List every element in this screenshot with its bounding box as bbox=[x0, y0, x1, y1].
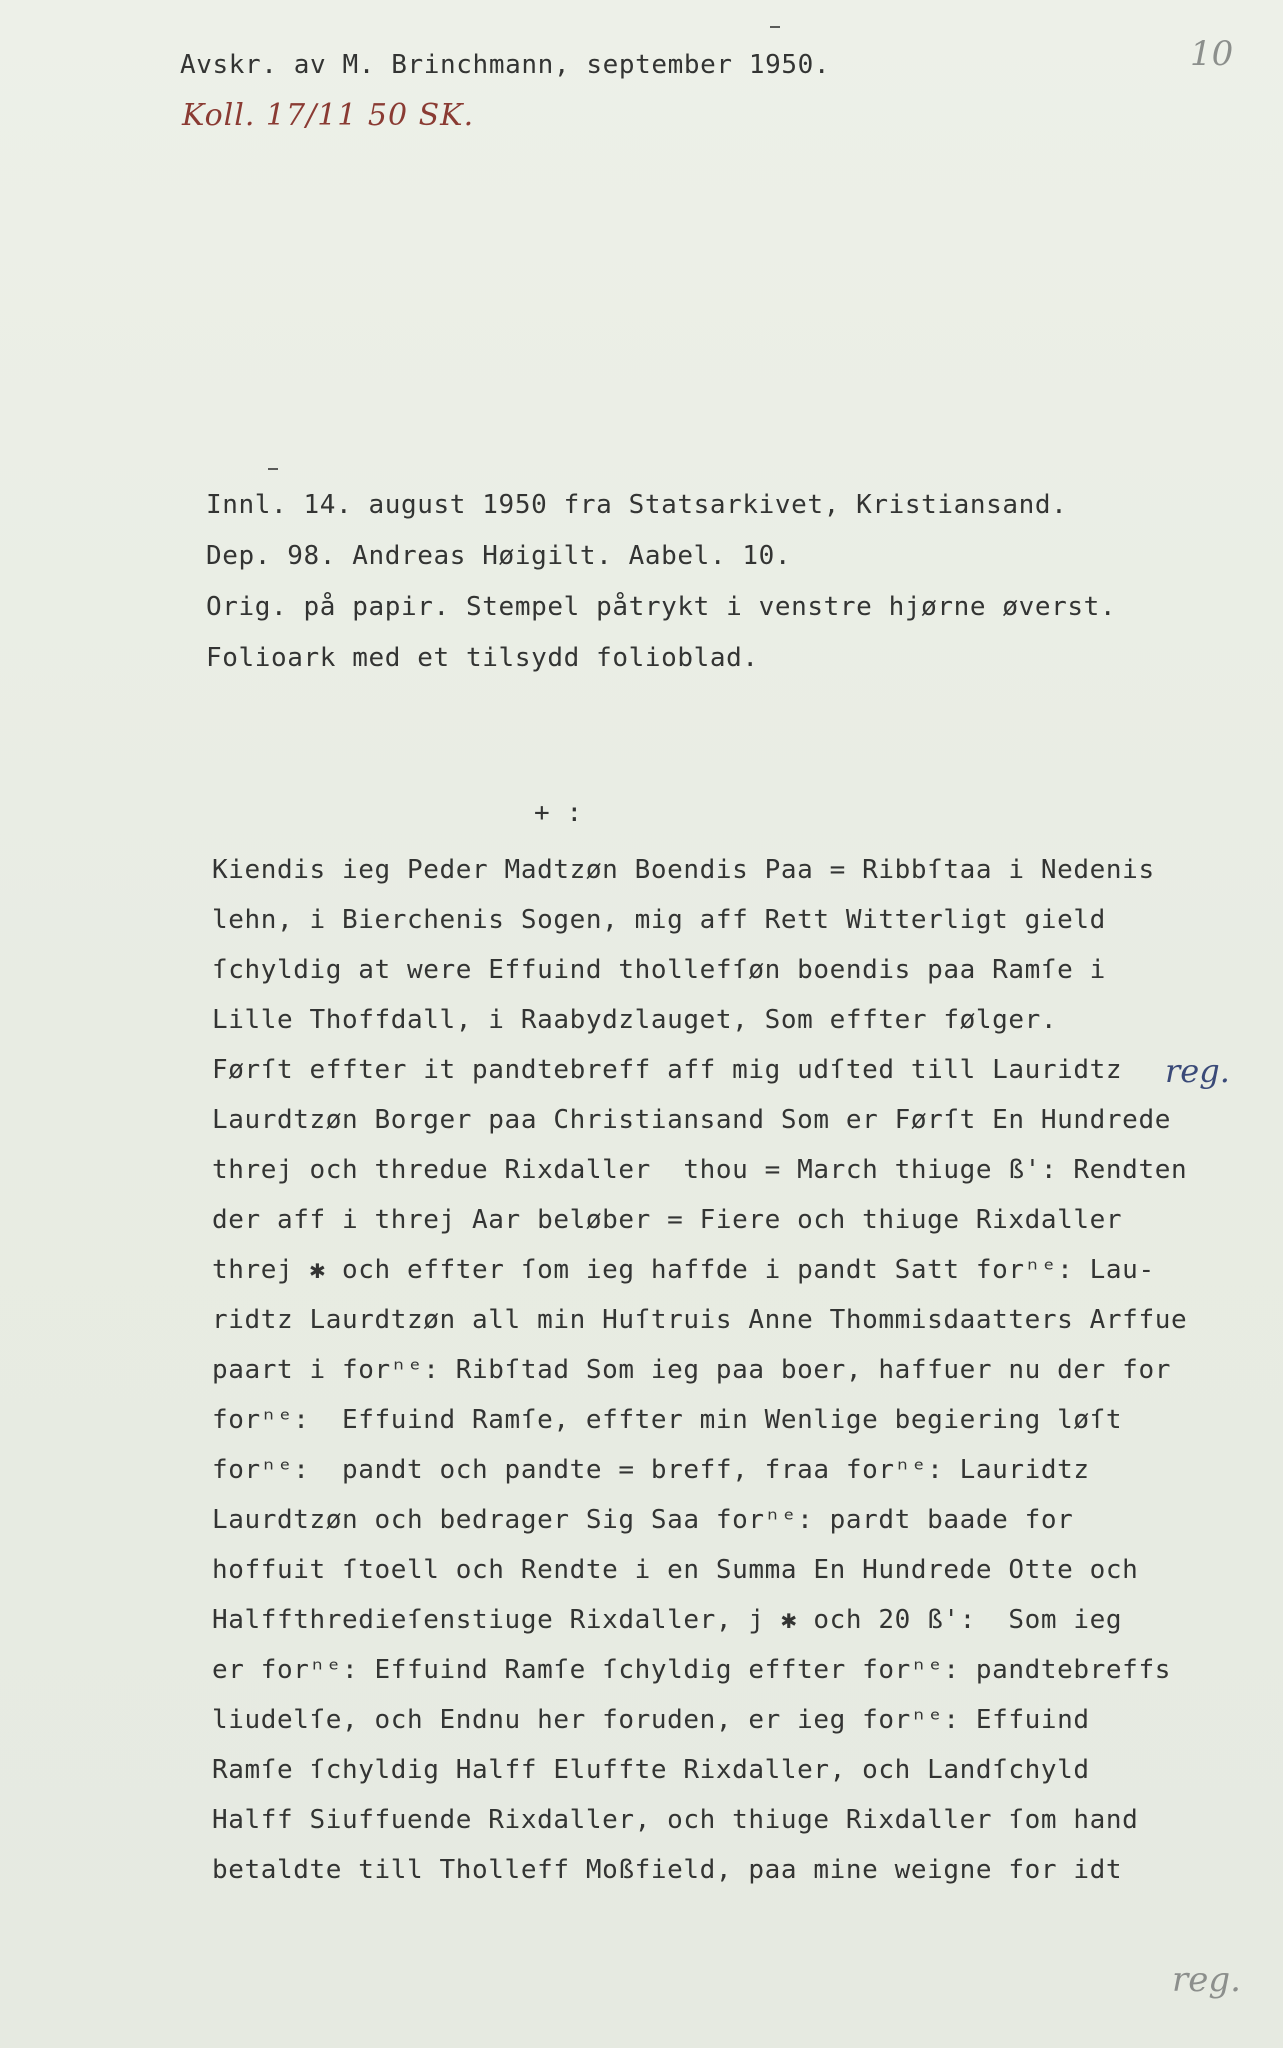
transcription-note: Avskr. av M. Brinchmann, september 1950. bbox=[180, 50, 831, 80]
cross-mark: + : bbox=[534, 798, 583, 828]
text-line: threj och thredue Rixdaller thou = March thiuge ß': Rendten bbox=[212, 1155, 1188, 1185]
text-line: paart i forⁿᵉ: Ribſtad Som ieg paa boer, haffuer nu der for bbox=[212, 1355, 1171, 1385]
text-line: hoffuit ſtoell och Rendte i en Summa En Hundrede Otte och bbox=[212, 1555, 1139, 1585]
archive-dash-mark bbox=[268, 468, 278, 470]
text-line: Lille Thoffdall, i Raabydzlauget, Som effter følger. bbox=[212, 1005, 1058, 1035]
text-line: forⁿᵉ: pandt och pandte = breff, fraa forⁿᵉ: Lauridtz bbox=[212, 1455, 1090, 1485]
collation-note-handwritten: Koll. 17/11 50 SK. bbox=[182, 98, 475, 133]
archive-line: Folioark med et tilsydd folioblad. bbox=[206, 643, 759, 673]
archive-line: Innl. 14. august 1950 fra Statsarkivet, Kristiansand. bbox=[206, 490, 1068, 520]
text-line: der aff i threj Aar beløber = Fiere och thiuge Rixdaller bbox=[212, 1205, 1123, 1235]
page-number-handwritten: 10 bbox=[1190, 34, 1234, 74]
text-line: Halffthredieſenstiuge Rixdaller, j ✱ och 20 ß': Som ieg bbox=[212, 1605, 1123, 1635]
text-line: Ramſe ſchyldig Halff Eluffte Rixdaller, och Landſchyld bbox=[212, 1755, 1090, 1785]
text-line: liudelſe, och Endnu her foruden, er ieg forⁿᵉ: Effuind bbox=[212, 1705, 1090, 1735]
text-line: betaldte till Tholleff Moßfield, paa mine weigne for idt bbox=[212, 1855, 1123, 1885]
top-dash-mark bbox=[770, 26, 780, 28]
text-line: ridtz Laurdtzøn all min Huſtruis Anne Thommisdaatters Arffue bbox=[212, 1305, 1188, 1335]
text-line: Halff Siuffuende Rixdaller, och thiuge Rixdaller ſom hand bbox=[212, 1805, 1139, 1835]
text-line: lehn, i Bierchenis Sogen, mig aff Rett Witterligt gield bbox=[212, 905, 1106, 935]
text-line: threj ✱ och effter ſom ieg haffde i pandt Satt forⁿᵉ: Lau- bbox=[212, 1255, 1155, 1285]
document-text bbox=[212, 845, 1212, 1895]
text-line: Laurdtzøn och bedrager Sig Saa forⁿᵉ: pardt baade for bbox=[212, 1505, 1074, 1535]
text-line: er forⁿᵉ: Effuind Ramſe ſchyldig effter forⁿᵉ: pandtebreffs bbox=[212, 1655, 1171, 1685]
archive-info bbox=[206, 480, 1116, 684]
text-line: forⁿᵉ: Effuind Ramſe, effter min Wenlige begiering løſt bbox=[212, 1405, 1123, 1435]
text-line: Kiendis ieg Peder Madtzøn Boendis Paa = Ribbſtaa i Nedenis bbox=[212, 855, 1155, 885]
archive-line: Dep. 98. Andreas Høigilt. Aabel. 10. bbox=[206, 541, 792, 571]
archive-line: Orig. på papir. Stempel påtrykt i venstre hjørne øverst. bbox=[206, 592, 1117, 622]
margin-note-reg: reg. bbox=[1165, 1052, 1230, 1090]
margin-note-reg-bottom: reg. bbox=[1172, 1960, 1241, 2000]
text-line: ſchyldig at were Effuind thollefſøn boendis paa Ramſe i bbox=[212, 955, 1106, 985]
text-line: Laurdtzøn Borger paa Christiansand Som er Førſt En Hundrede bbox=[212, 1105, 1171, 1135]
text-line: Førſt effter it pandtebreff aff mig udſted till Lauridtz bbox=[212, 1055, 1123, 1085]
